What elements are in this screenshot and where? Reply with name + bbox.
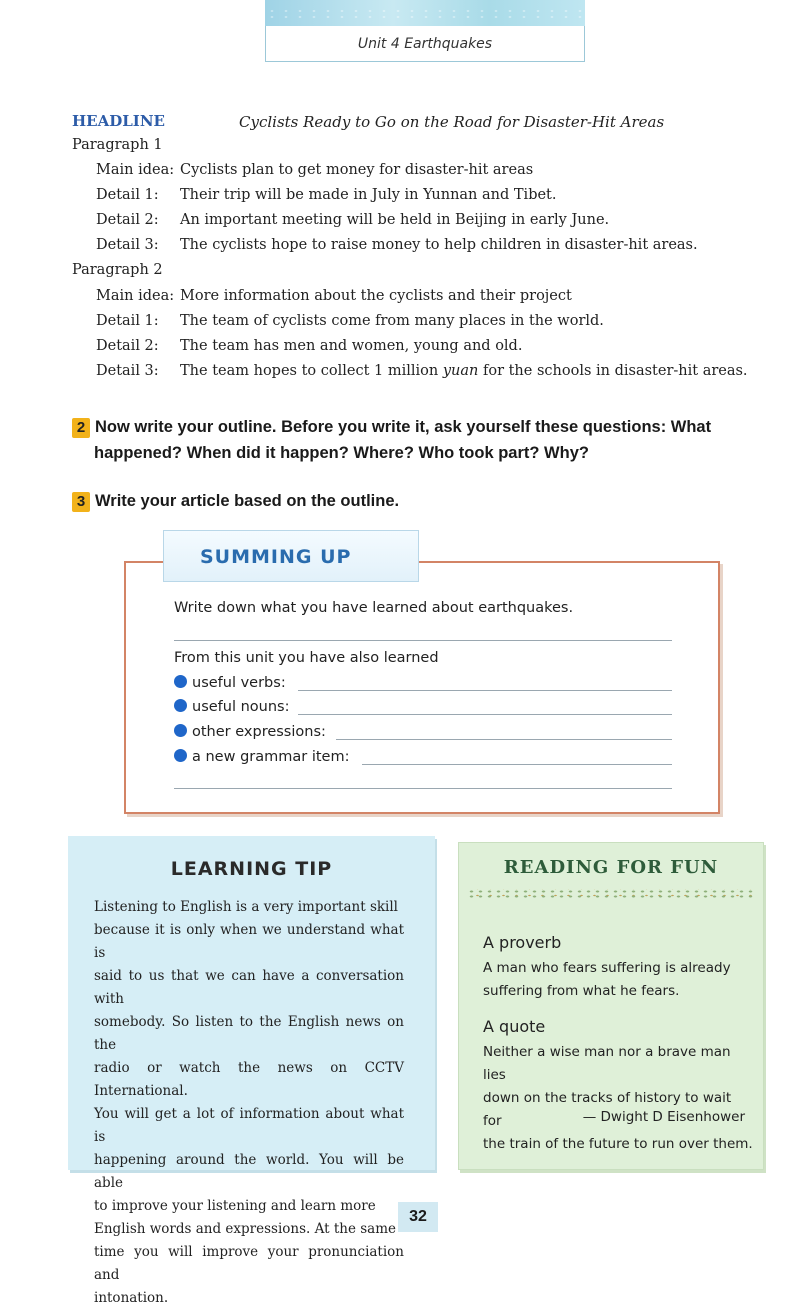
task-number-badge: 3 <box>72 492 90 512</box>
bullet-icon <box>174 749 187 762</box>
quote-line: Neither a wise man nor a brave man lies <box>483 1044 731 1083</box>
tip-line: Listening to English is a very important skill <box>94 899 399 915</box>
unit-title: Unit 4 Earthquakes <box>265 26 585 62</box>
tip-line: You will get a lot of information about what is <box>94 1106 404 1145</box>
answer-line[interactable] <box>298 714 672 715</box>
row-text-start: The team hopes to collect 1 million <box>180 363 443 379</box>
row-label: Detail 3: <box>96 363 159 379</box>
tip-line: said to us that we can have a conversation with <box>94 968 404 1007</box>
learned-item-expressions <box>174 724 326 740</box>
item-label: a new grammar item: <box>192 749 350 765</box>
proverb-text <box>483 957 753 1003</box>
task-2-line2: happened? When did it happen? Where? Who took part? Why? <box>94 444 589 462</box>
learned-item-verbs <box>174 675 286 691</box>
page-number: 32 <box>398 1202 438 1232</box>
bullet-icon <box>174 675 187 688</box>
item-label: useful nouns: <box>192 699 290 715</box>
task-2-line1: Now write your outline. Before you write it, ask yourself these questions: What <box>95 418 712 436</box>
row-text: An important meeting will be held in Beijing in early June. <box>180 212 610 228</box>
summing-up-title: SUMMING UP <box>163 530 419 582</box>
tip-line: happening around the world. You will be able <box>94 1152 404 1191</box>
quote-attribution: — Dwight D Eisenhower <box>582 1109 745 1125</box>
quote-line: the train of the future to run over them. <box>483 1136 753 1152</box>
answer-line[interactable] <box>298 690 672 691</box>
learned-item-grammar <box>174 749 349 765</box>
learned-item-nouns <box>174 699 289 715</box>
task-2 <box>72 418 711 438</box>
answer-line[interactable] <box>336 739 672 740</box>
bullet-icon <box>174 724 187 737</box>
headline-label: HEADLINE <box>72 112 165 130</box>
row-text: More information about the cyclists and their project <box>180 288 572 304</box>
row-text: The cyclists hope to raise money to help children in disaster-hit areas. <box>180 237 698 253</box>
row-text-italic: yuan <box>442 363 479 379</box>
row-text-end: for the schools in disaster-hit areas. <box>478 363 748 379</box>
summing-up-prompt: Write down what you have learned about earthquakes. <box>174 600 574 616</box>
row-label: Main idea: <box>96 288 175 304</box>
row-text <box>180 363 748 379</box>
tip-line: because it is only when we understand what is <box>94 922 404 961</box>
answer-line[interactable] <box>174 640 672 641</box>
tip-line: radio or watch the news on CCTV International. <box>94 1060 404 1099</box>
row-label: Detail 2: <box>96 212 159 228</box>
banner-pattern <box>265 8 585 20</box>
row-label: Detail 1: <box>96 313 159 329</box>
answer-line[interactable] <box>362 764 672 765</box>
tip-line: to improve your listening and learn more <box>94 1198 376 1214</box>
row-label: Main idea: <box>96 162 175 178</box>
item-label: other expressions: <box>192 724 326 740</box>
task-number-badge: 2 <box>72 418 90 438</box>
headline-text: Cyclists Ready to Go on the Road for Disaster-Hit Areas <box>239 113 665 131</box>
learning-tip-body <box>94 896 404 1310</box>
row-label: Detail 2: <box>96 338 159 354</box>
proverb-line: A man who fears suffering is already <box>483 960 731 976</box>
quote-text <box>483 1041 753 1156</box>
summing-up-intro: From this unit you have also learned <box>174 650 439 666</box>
decorative-border <box>467 889 757 899</box>
learning-tip-title: LEARNING TIP <box>170 858 333 880</box>
task-3-text: Write your article based on the outline. <box>95 492 400 510</box>
quote-heading: A quote <box>483 1017 546 1036</box>
reading-for-fun-box <box>458 842 764 1170</box>
reading-for-fun-title: READING FOR FUN <box>503 857 719 878</box>
tip-line: intonation. <box>94 1290 169 1306</box>
proverb-heading: A proverb <box>483 933 562 952</box>
row-label: Detail 1: <box>96 187 159 203</box>
quote-line: down on the tracks of history to wait for <box>483 1090 732 1129</box>
headline-row <box>72 112 165 130</box>
tip-line: time you will improve your pronunciation and <box>94 1244 404 1283</box>
tip-line: English words and expressions. At the same <box>94 1221 397 1237</box>
tip-line: somebody. So listen to the English news on the <box>94 1014 404 1053</box>
header-banner <box>265 0 585 26</box>
answer-line[interactable] <box>174 788 672 789</box>
row-text: Cyclists plan to get money for disaster-hit areas <box>180 162 534 178</box>
task-3 <box>72 492 399 512</box>
proverb-line: suffering from what he fears. <box>483 983 680 999</box>
row-text: Their trip will be made in July in Yunnan and Tibet. <box>180 187 557 203</box>
row-label: Detail 3: <box>96 237 159 253</box>
paragraph-1-title: Paragraph 1 <box>72 137 163 153</box>
item-label: useful verbs: <box>192 675 286 691</box>
bullet-icon <box>174 699 187 712</box>
row-text: The team of cyclists come from many places in the world. <box>180 313 604 329</box>
row-text: The team has men and women, young and old. <box>180 338 523 354</box>
paragraph-2-title: Paragraph 2 <box>72 262 163 278</box>
